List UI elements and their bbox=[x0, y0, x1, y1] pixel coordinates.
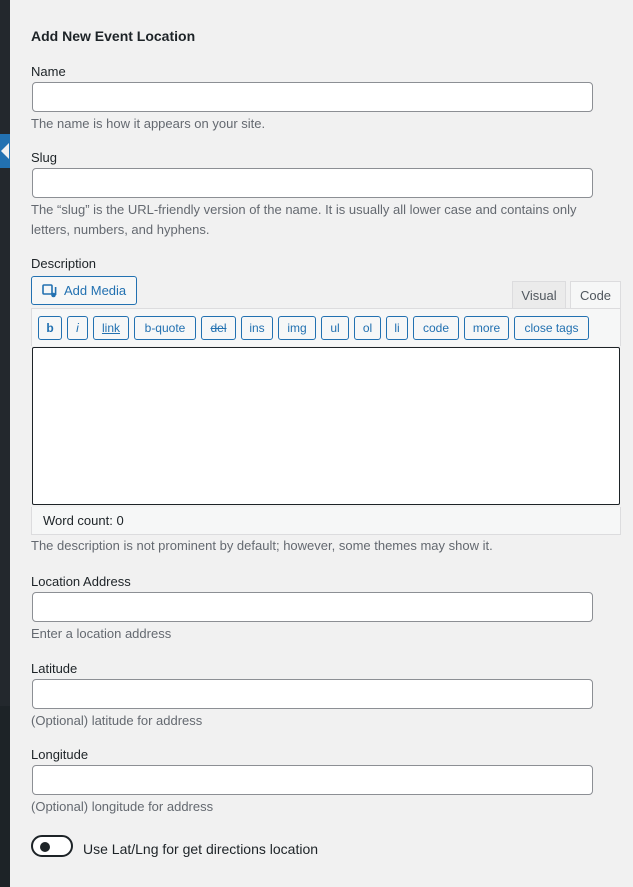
quicktag-ol-button[interactable]: ol bbox=[354, 316, 381, 340]
word-count: Word count: 0 bbox=[31, 507, 621, 535]
quicktag-img-button[interactable]: img bbox=[278, 316, 316, 340]
latitude-help: (Optional) latitude for address bbox=[31, 713, 203, 728]
longitude-help: (Optional) longitude for address bbox=[31, 799, 214, 814]
slug-help: The “slug” is the URL-friendly version of the name. It is usually all lower case and contains only letters, numbers, and hyphens. bbox=[31, 202, 577, 237]
longitude-label: Longitude bbox=[31, 747, 89, 762]
quicktag-more-button[interactable]: more bbox=[464, 316, 509, 340]
toggle-knob bbox=[40, 842, 50, 852]
lat-lng-toggle[interactable] bbox=[31, 835, 73, 857]
tab-visual[interactable]: Visual bbox=[512, 281, 566, 308]
quicktag-code-button[interactable]: code bbox=[413, 316, 459, 340]
quicktag-italic-button[interactable]: i bbox=[67, 316, 88, 340]
admin-sidebar bbox=[0, 0, 10, 887]
quicktag-bold-button[interactable]: b bbox=[38, 316, 62, 340]
lat-lng-toggle-label: Use Lat/Lng for get directions location bbox=[83, 841, 319, 857]
name-label: Name bbox=[31, 64, 66, 79]
longitude-input[interactable] bbox=[32, 765, 593, 795]
page-title: Add New Event Location bbox=[31, 28, 196, 44]
quicktag-close-tags-button[interactable]: close tags bbox=[514, 316, 589, 340]
tab-code[interactable]: Code bbox=[570, 281, 621, 308]
current-menu-arrow-icon bbox=[1, 143, 9, 159]
quicktag-bquote-button[interactable]: b-quote bbox=[134, 316, 196, 340]
admin-sidebar-lower bbox=[0, 706, 10, 887]
latitude-input[interactable] bbox=[32, 679, 593, 709]
name-help: The name is how it appears on your site. bbox=[31, 116, 266, 131]
slug-input[interactable] bbox=[32, 168, 593, 198]
add-media-button[interactable] bbox=[31, 276, 137, 305]
quicktag-ins-button[interactable]: ins bbox=[241, 316, 273, 340]
quicktag-del-button[interactable]: del bbox=[201, 316, 236, 340]
location-address-help: Enter a location address bbox=[31, 626, 172, 641]
description-label: Description bbox=[31, 256, 97, 271]
description-help: The description is not prominent by default; however, some themes may show it. bbox=[31, 538, 493, 553]
quicktag-li-button[interactable]: li bbox=[386, 316, 408, 340]
location-address-input[interactable] bbox=[32, 592, 593, 622]
location-address-label: Location Address bbox=[31, 574, 131, 589]
add-media-label: Add Media bbox=[64, 283, 127, 298]
description-textarea[interactable] bbox=[32, 347, 620, 505]
latitude-label: Latitude bbox=[31, 661, 78, 676]
quicktag-link-button[interactable]: link bbox=[93, 316, 129, 340]
slug-label: Slug bbox=[31, 150, 58, 165]
quicktag-ul-button[interactable]: ul bbox=[321, 316, 349, 340]
name-input[interactable] bbox=[32, 82, 593, 112]
media-icon bbox=[42, 283, 58, 299]
